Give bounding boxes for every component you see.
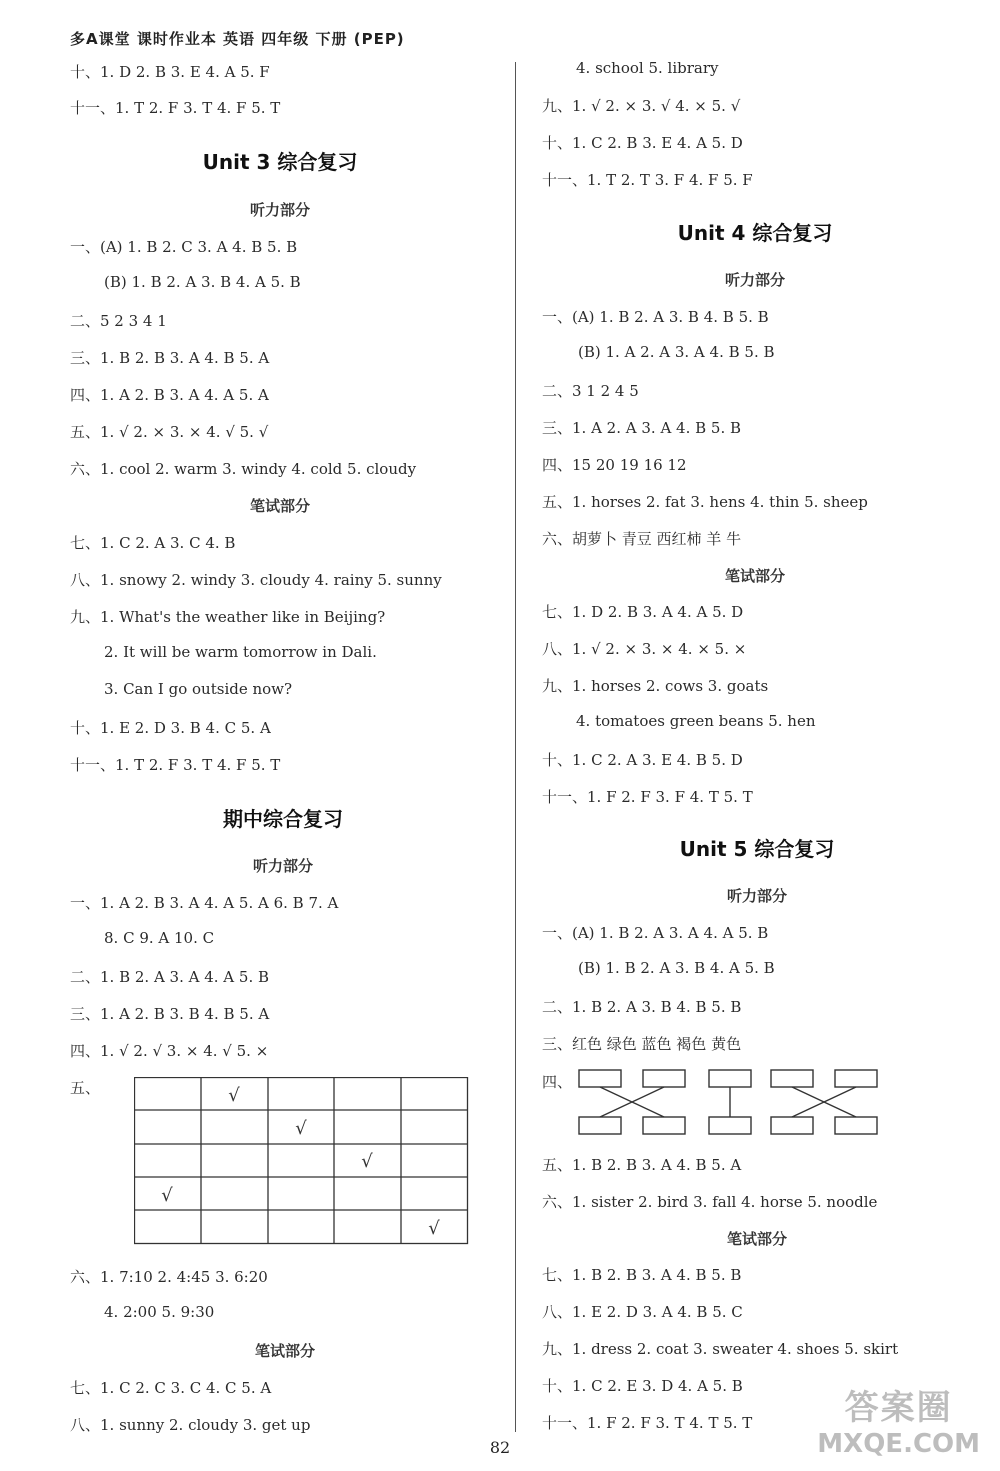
- subsection-listening: 听力部分: [726, 887, 788, 905]
- match-box: [835, 1070, 877, 1087]
- answer-line: 三、1. A 2. A 3. A 4. B 5. B: [542, 419, 742, 437]
- subsection-written: 笔试部分: [724, 567, 786, 585]
- section-title-unit3: Unit 3 综合复习: [202, 150, 358, 174]
- answer-line: 八、1. √ 2. × 3. × 4. × 5. ×: [542, 640, 747, 658]
- section-title-midterm: 期中综合复习: [223, 807, 343, 831]
- answer-line: 十一、1. T 2. T 3. F 4. F 5. F: [542, 171, 753, 189]
- match-box: [709, 1117, 751, 1134]
- answer-line: 九、1. What's the weather like in Beijing?: [70, 608, 386, 626]
- answer-line: 二、1. B 2. A 3. A 4. A 5. B: [70, 968, 270, 986]
- matching-diagram: [578, 1068, 883, 1140]
- section-title-unit5: Unit 5 综合复习: [679, 837, 835, 861]
- answer-line: 五、1. horses 2. fat 3. hens 4. thin 5. sheep: [542, 493, 868, 511]
- subsection-written: 笔试部分: [254, 1342, 316, 1360]
- answer-line: 七、1. D 2. B 3. A 4. A 5. D: [542, 603, 744, 621]
- grid-check-mark: √: [295, 1118, 307, 1139]
- answer-line: 六、1. 7:10 2. 4:45 3. 6:20: [70, 1268, 268, 1286]
- subsection-listening: 听力部分: [249, 201, 311, 219]
- answer-label: 四、: [542, 1073, 573, 1091]
- answer-line: 八、1. E 2. D 3. A 4. B 5. C: [542, 1303, 743, 1321]
- answer-label: 五、: [70, 1079, 101, 1097]
- answer-line: 3. Can I go outside now?: [104, 680, 293, 698]
- answer-line: 十、1. D 2. B 3. E 4. A 5. F: [70, 63, 270, 81]
- watermark-cn: 答案圈: [844, 1388, 953, 1428]
- answer-line: 七、1. C 2. A 3. C 4. B: [70, 534, 236, 552]
- answer-line: 二、3 1 2 4 5: [542, 382, 639, 400]
- answer-line: 七、1. C 2. C 3. C 4. C 5. A: [70, 1379, 272, 1397]
- answer-line: 八、1. snowy 2. windy 3. cloudy 4. rainy 5. sunny: [70, 571, 442, 589]
- subsection-written: 笔试部分: [726, 1230, 788, 1248]
- answer-line: 六、1. cool 2. warm 3. windy 4. cold 5. cloudy: [70, 460, 417, 478]
- answer-line: 四、15 20 19 16 12: [542, 456, 687, 474]
- match-box: [771, 1070, 813, 1087]
- answer-line: 九、1. horses 2. cows 3. goats: [542, 677, 769, 695]
- answer-line: 三、红色 绿色 蓝色 褐色 黄色: [542, 1035, 742, 1053]
- answer-line: 4. school 5. library: [576, 59, 719, 77]
- match-box: [643, 1117, 685, 1134]
- subsection-listening: 听力部分: [252, 857, 314, 875]
- column-divider: [515, 62, 516, 1432]
- grid-check-mark: √: [228, 1085, 240, 1106]
- match-box: [709, 1070, 751, 1087]
- answer-line: 一、(A) 1. B 2. A 3. B 4. B 5. B: [542, 308, 769, 326]
- answer-line: 九、1. dress 2. coat 3. sweater 4. shoes 5. skirt: [542, 1340, 899, 1358]
- answer-line: 二、1. B 2. A 3. B 4. B 5. B: [542, 998, 742, 1016]
- answer-line: 一、1. A 2. B 3. A 4. A 5. A 6. B 7. A: [70, 894, 339, 912]
- answer-line: 五、1. √ 2. × 3. × 4. √ 5. √: [70, 423, 269, 441]
- subsection-written: 笔试部分: [249, 497, 311, 515]
- answer-line: 三、1. A 2. B 3. B 4. B 5. A: [70, 1005, 270, 1023]
- answer-line: 四、1. √ 2. √ 3. × 4. √ 5. ×: [70, 1042, 269, 1060]
- answer-line: 4. tomatoes green beans 5. hen: [576, 712, 816, 730]
- watermark-en: MXQE.COM: [817, 1429, 980, 1459]
- answer-line: 六、1. sister 2. bird 3. fall 4. horse 5. noodle: [542, 1193, 878, 1211]
- answer-line: (B) 1. B 2. A 3. B 4. A 5. B: [578, 959, 775, 977]
- answer-line: (B) 1. B 2. A 3. B 4. A 5. B: [104, 273, 301, 291]
- answer-line: 十、1. C 2. A 3. E 4. B 5. D: [542, 751, 743, 769]
- answer-line: 五、1. B 2. B 3. A 4. B 5. A: [542, 1156, 742, 1174]
- match-box: [643, 1070, 685, 1087]
- answer-line: 二、5 2 3 4 1: [70, 312, 167, 330]
- grid-border: [135, 1078, 468, 1244]
- answer-line: 三、1. B 2. B 3. A 4. B 5. A: [70, 349, 270, 367]
- section-title-unit4: Unit 4 综合复习: [677, 221, 833, 245]
- page-header: 多A课堂 课时作业本 英语 四年级 下册 (PEP): [70, 30, 405, 48]
- watermark: [817, 1380, 980, 1459]
- answer-line: 十、1. C 2. E 3. D 4. A 5. B: [542, 1377, 743, 1395]
- match-box: [771, 1117, 813, 1134]
- answer-line: 十一、1. F 2. F 3. F 4. T 5. T: [542, 788, 753, 806]
- match-box: [835, 1117, 877, 1134]
- answer-line: 八、1. sunny 2. cloudy 3. get up: [70, 1416, 311, 1434]
- answer-line: 九、1. √ 2. × 3. √ 4. × 5. √: [542, 97, 741, 115]
- grid-check-mark: √: [428, 1218, 440, 1239]
- answer-line: 一、(A) 1. B 2. C 3. A 4. B 5. B: [70, 238, 298, 256]
- answer-line: 2. It will be warm tomorrow in Dali.: [104, 643, 377, 661]
- answer-line: 十一、1. T 2. F 3. T 4. F 5. T: [70, 99, 281, 117]
- answer-line: 十一、1. F 2. F 3. T 4. T 5. T: [542, 1414, 753, 1432]
- answer-line: 8. C 9. A 10. C: [104, 929, 215, 947]
- answer-line: 六、胡萝卜 青豆 西红柿 羊 牛: [542, 530, 742, 548]
- answer-line: 十、1. C 2. B 3. E 4. A 5. D: [542, 134, 743, 152]
- answer-line: 一、(A) 1. B 2. A 3. A 4. A 5. B: [542, 924, 769, 942]
- grid-check-mark: √: [361, 1151, 373, 1172]
- answer-line: 十一、1. T 2. F 3. T 4. F 5. T: [70, 756, 281, 774]
- grid-check-mark: √: [161, 1185, 173, 1206]
- answer-line: (B) 1. A 2. A 3. A 4. B 5. B: [578, 343, 775, 361]
- answer-line: 十、1. E 2. D 3. B 4. C 5. A: [70, 719, 271, 737]
- answer-line: 4. 2:00 5. 9:30: [104, 1303, 215, 1321]
- answer-line: 七、1. B 2. B 3. A 4. B 5. B: [542, 1266, 742, 1284]
- subsection-listening: 听力部分: [724, 271, 786, 289]
- answer-grid: [134, 1077, 470, 1247]
- answer-line: 四、1. A 2. B 3. A 4. A 5. A: [70, 386, 269, 404]
- match-box: [579, 1117, 621, 1134]
- page-number: 82: [489, 1438, 511, 1457]
- match-box: [579, 1070, 621, 1087]
